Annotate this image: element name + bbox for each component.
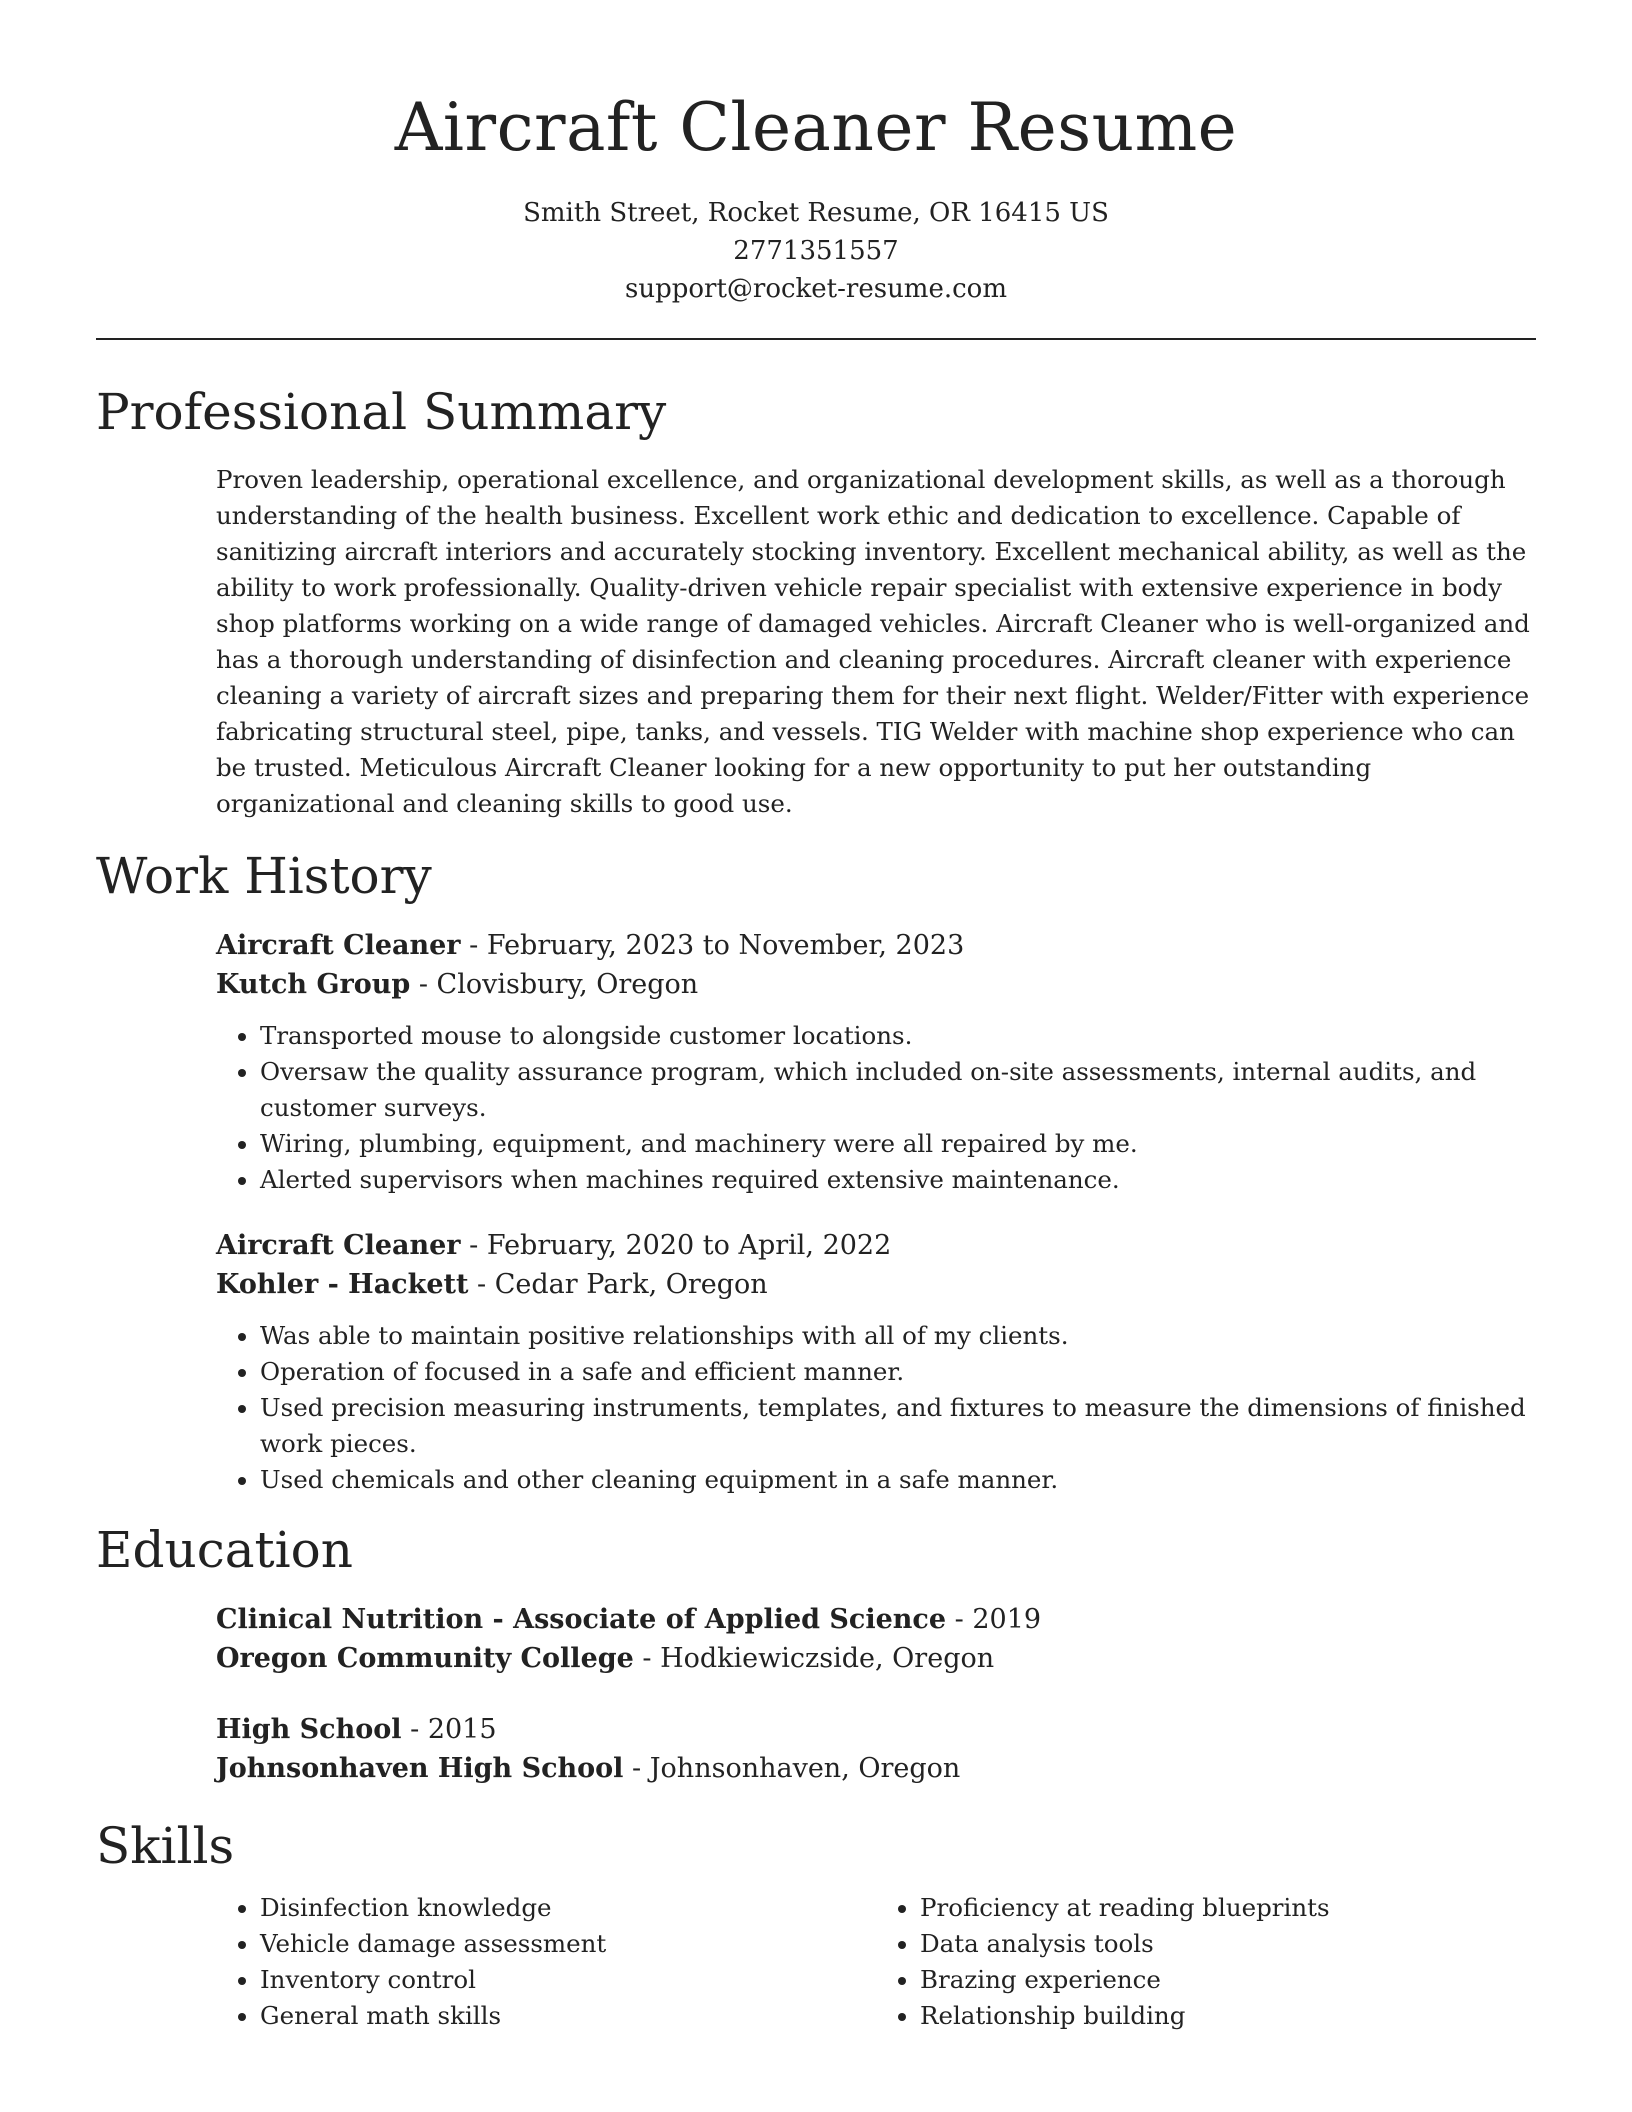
contact-phone: 2771351557 [733, 236, 899, 266]
skills-grid [216, 1890, 1536, 2034]
job-dates: - February, 2020 to April, 2022 [460, 1230, 892, 1261]
job-dates: - February, 2023 to November, 2023 [460, 930, 965, 961]
job-company: Kohler - Hackett [216, 1269, 469, 1300]
skills-column-left [216, 1890, 876, 2034]
skill-item: • Vehicle damage assessment [260, 1926, 876, 1962]
professional-summary-section [96, 380, 1536, 822]
section-heading-summary: Professional Summary [96, 383, 667, 441]
section-heading-skills: Skills [96, 1817, 235, 1875]
job-duty: • Transported mouse to alongside customer locations. [260, 1018, 1536, 1054]
education-location: - Hodkiewiczside, Oregon [633, 1643, 995, 1674]
education-school-line [216, 1639, 1536, 1678]
job-title: Aircraft Cleaner [216, 930, 461, 961]
job-location: - Clovisbury, Oregon [410, 969, 699, 1000]
job-title-line [216, 926, 1536, 965]
resume-title: Aircraft Cleaner Resume [394, 89, 1238, 166]
resume-header [96, 0, 1536, 340]
education-year: - 2015 [401, 1714, 497, 1745]
resume-page [96, 0, 1536, 2034]
education-year: - 2019 [946, 1604, 1042, 1635]
skill-item: • General math skills [260, 1998, 876, 2034]
job-duty: • Wiring, plumbing, equipment, and machinery were all repaired by me. [260, 1126, 1536, 1162]
job-company: Kutch Group [216, 969, 411, 1000]
header-divider [96, 338, 1536, 340]
education-degree: Clinical Nutrition - Associate of Applied Science [216, 1604, 947, 1635]
skill-item: • Brazing experience [920, 1962, 1536, 1998]
job-title: Aircraft Cleaner [216, 1230, 461, 1261]
skill-item: • Relationship building [920, 1998, 1536, 2034]
education-entry [216, 1710, 1536, 1788]
education-school: Johnsonhaven High School [216, 1753, 624, 1784]
job-duties [216, 1318, 1536, 1498]
contact-address: Smith Street, Rocket Resume, OR 16415 US [523, 198, 1109, 228]
job-entry [216, 926, 1536, 1198]
education-degree-line [216, 1600, 1536, 1639]
section-heading-work: Work History [96, 847, 432, 905]
job-duties [216, 1018, 1536, 1198]
education-list [216, 1600, 1536, 1788]
skills-section [96, 1814, 1536, 2034]
contact-info [96, 194, 1536, 308]
skill-item: • Data analysis tools [920, 1926, 1536, 1962]
education-school-line [216, 1749, 1536, 1788]
job-duty: • Used chemicals and other cleaning equipment in a safe manner. [260, 1462, 1536, 1498]
skill-item: • Inventory control [260, 1962, 876, 1998]
education-section [96, 1518, 1536, 1788]
job-company-line [216, 1265, 1536, 1304]
education-degree-line [216, 1710, 1536, 1749]
job-entry [216, 1226, 1536, 1498]
job-duty: • Was able to maintain positive relationships with all of my clients. [260, 1318, 1536, 1354]
contact-email: support@rocket-resume.com [624, 274, 1007, 304]
job-duty: • Oversaw the quality assurance program, which included on-site assessments, internal audits, and customer surveys. [260, 1054, 1536, 1126]
section-heading-education: Education [96, 1521, 353, 1579]
education-location: - Johnsonhaven, Oregon [623, 1753, 961, 1784]
job-duty: • Operation of focused in a safe and efficient manner. [260, 1354, 1536, 1390]
job-company-line [216, 965, 1536, 1004]
skills-column-right [876, 1890, 1536, 2034]
education-entry [216, 1600, 1536, 1678]
work-history-section [96, 844, 1536, 1498]
job-duty: • Alerted supervisors when machines required extensive maintenance. [260, 1162, 1536, 1198]
work-history-list [216, 926, 1536, 1498]
job-duty: • Used precision measuring instruments, templates, and fixtures to measure the dimensions of finished work pieces. [260, 1390, 1536, 1462]
skill-item: • Disinfection knowledge [260, 1890, 876, 1926]
summary-text: Proven leadership, operational excellence, and organizational development skills, as well as a thorough understanding of the health business. Excellent work ethic and dedication to excellence. Capable of sanitizing aircraft interiors and accurately stocking inventory. Excellent mechanical ability, as well as the ability to work professionally. Quality-driven vehicle repair specialist with extensive experience in body shop platforms working on a wide range of damaged vehicles. Aircraft Cleaner who is well-organized and has a thorough understanding of disinfection and cleaning procedures. Aircraft cleaner with experience cleaning a variety of aircraft sizes and preparing them for their next flight. Welder/Fitter with experience fabricating structural steel, pipe, tanks, and vessels. TIG Welder with machine shop experience who can be trusted. Meticulous Aircraft Cleaner looking for a new opportunity to put her outstanding organizational and cleaning skills to good use. [216, 465, 1530, 818]
job-location: - Cedar Park, Oregon [468, 1269, 768, 1300]
education-school: Oregon Community College [216, 1643, 634, 1674]
skill-item: • Proficiency at reading blueprints [920, 1890, 1536, 1926]
job-title-line [216, 1226, 1536, 1265]
education-degree: High School [216, 1714, 402, 1745]
